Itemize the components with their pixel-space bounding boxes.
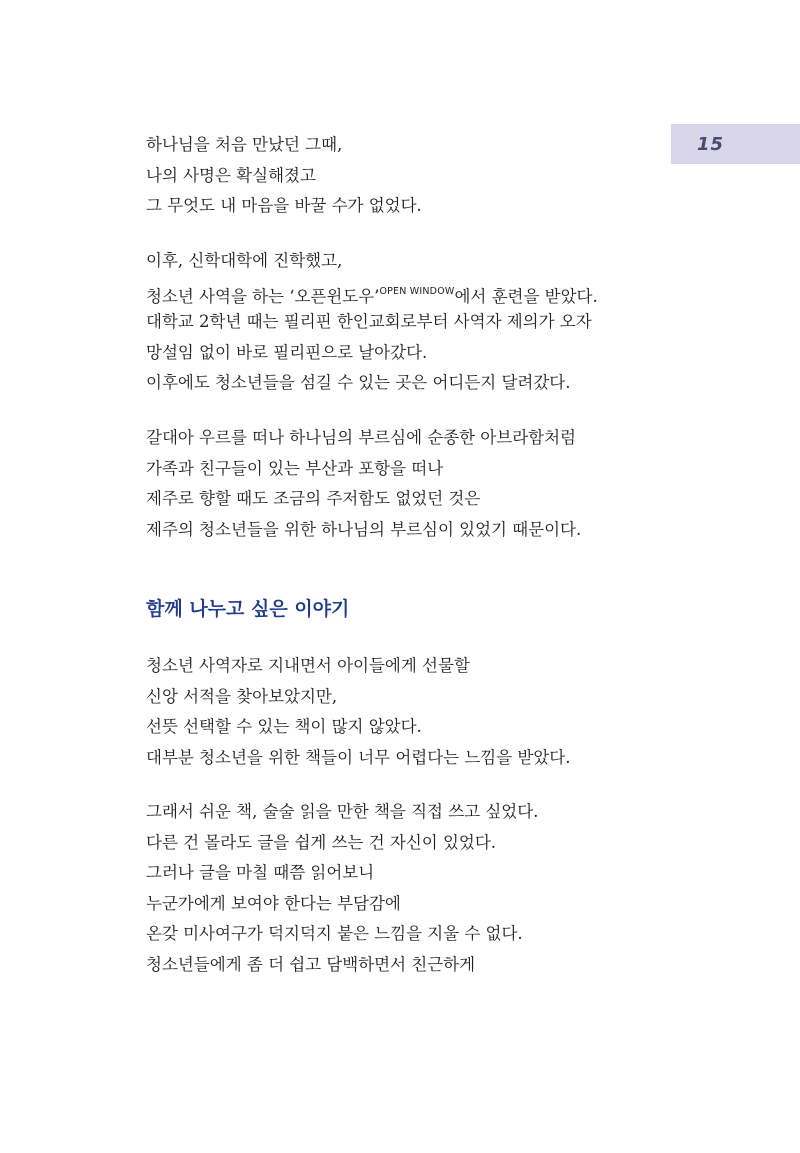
page-number-tab [671,124,800,164]
text-line: 다른 건 몰라도 글을 쉽게 쓰는 건 자신이 있었다. [146,832,497,852]
paragraph-3 [146,423,686,545]
text-line: 망설임 없이 바로 필리핀으로 날아갔다. [146,342,428,362]
text-line: 제주로 향할 때도 조금의 주저함도 없었던 것은 [146,489,481,508]
text-line: 청소년들에게 좀 더 쉽고 담백하면서 친근하게 [146,954,476,974]
text-segment: 에서 훈련을 받았다. [454,286,598,306]
section-paragraph-2 [146,797,686,980]
text-line: 나의 사명은 확실해졌고 [146,165,316,185]
section-paragraph-1 [146,651,686,773]
text-line: 선뜻 선택할 수 있는 책이 많지 않았다. [146,717,422,736]
text-line: 온갖 미사여구가 덕지덕지 붙은 느낌을 지울 수 없다. [146,924,523,943]
text-line: 가족과 친구들이 있는 부산과 포항을 떠나 [146,458,444,478]
text-line: 신앙 서적을 찾아보았지만, [146,686,338,706]
text-line: 그 무엇도 내 마음을 바꿀 수가 없었다. [146,196,422,215]
superscript-annotation: OPEN WINDOW [379,285,455,297]
text-line: 그러나 글을 마칠 때쯤 읽어보니 [146,863,375,882]
page-number: 15 [697,133,725,155]
text-line: 대학교 2학년 때는 필리핀 한인교회로부터 사역자 제의가 오자 [146,312,592,331]
text-segment: 청소년 사역을 하는 ‘오픈윈도우’ [146,286,380,306]
section-heading: 함께 나누고 싶은 이야기 [146,598,350,620]
text-line: 갈대아 우르를 떠나 하나님의 부르심에 순종한 아브라함처럼 [146,428,576,447]
paragraph-2 [146,246,686,399]
text-line: 누군가에게 보여야 한다는 부담감에 [146,893,401,913]
text-line: 하나님을 처음 만났던 그때, [146,135,343,154]
text-line-with-superscript [146,277,686,308]
text-line: 그래서 쉬운 책, 술술 읽을 만한 책을 직접 쓰고 싶었다. [146,802,539,821]
text-line: 제주의 청소년들을 위한 하나님의 부르심이 있었기 때문이다. [146,519,582,539]
paragraph-1 [146,130,686,222]
text-line: 이후에도 청소년들을 섬길 수 있는 곳은 어디든지 달려갔다. [146,373,571,392]
text-line: 청소년 사역자로 지내면서 아이들에게 선물할 [146,656,470,675]
text-line: 대부분 청소년을 위한 책들이 너무 어렵다는 느낌을 받았다. [146,747,571,767]
text-line: 이후, 신학대학에 진학했고, [146,251,343,270]
